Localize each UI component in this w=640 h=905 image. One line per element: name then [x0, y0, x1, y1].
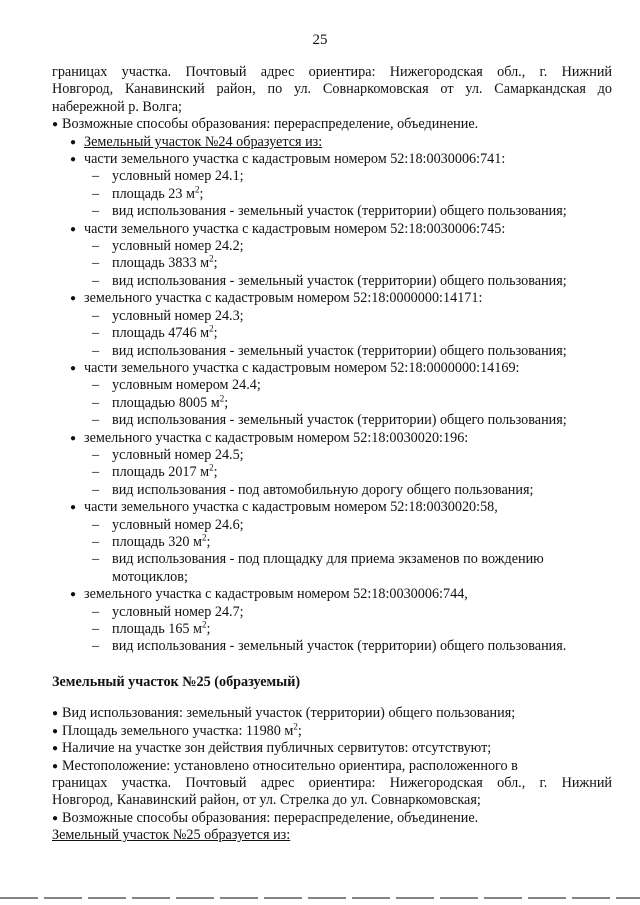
dash-marker: – — [92, 342, 100, 359]
square-superscript: 2 — [293, 721, 298, 732]
usage-type-text: вид использования - под автомобильную дорогу общего пользования; — [112, 481, 534, 498]
dash-marker: – — [92, 185, 100, 202]
plot25-servitude: ● Наличие на участке зон действия публичных сервитутов: отсутствуют; — [52, 740, 612, 757]
conditional-number — [92, 308, 612, 325]
intro-line: Новгород, Канавинский район, по ул. Совнаркомовская от ул. Самаркандская до — [52, 81, 612, 98]
conditional-number-text: условный номер 24.3; — [112, 307, 244, 324]
dash-marker: – — [92, 307, 100, 324]
usage-type — [92, 638, 612, 655]
plot24-parts-list — [52, 151, 612, 656]
plot24-part-details — [92, 447, 612, 499]
area — [92, 325, 612, 342]
dash-marker: – — [92, 533, 100, 550]
dash-marker: – — [92, 394, 100, 411]
plot25-heading: Земельный участок №25 образуется из: — [52, 827, 291, 844]
conditional-number — [92, 238, 612, 255]
dash-marker: – — [92, 603, 100, 620]
conditional-number — [92, 168, 612, 185]
dash-marker: – — [92, 325, 100, 342]
area-end: ; — [206, 621, 211, 637]
scan-edge-line — [0, 897, 640, 899]
area-end: ; — [213, 325, 218, 342]
dash-marker: – — [92, 272, 100, 289]
bullet-icon: ● — [70, 154, 77, 166]
usage-type — [92, 551, 612, 586]
square-superscript: 2 — [219, 392, 225, 403]
page-number: 25 — [312, 32, 328, 48]
usage-type-text: вид использования - земельный участок (территории) общего пользования. — [112, 638, 567, 655]
bullet-icon: ● — [70, 432, 77, 444]
usage-type-text: вид использования - земельный участок (территории) общего пользования; — [112, 272, 567, 289]
dash-marker: – — [92, 446, 100, 463]
bullet-icon: ● — [70, 362, 77, 374]
plot25-title: Земельный участок №25 (образуемый) — [52, 673, 301, 690]
plot24-part — [70, 360, 612, 377]
plot24-heading: ● Земельный участок №24 образуется из: — [70, 133, 323, 150]
plot25-location-2: границах участка. Почтовый адрес ориентира: Нижегородская обл., г. Нижний — [52, 775, 612, 792]
bullet-icon: ● — [70, 589, 77, 601]
square-superscript: 2 — [209, 462, 214, 473]
dash-marker: – — [92, 238, 100, 255]
usage-type — [92, 412, 612, 429]
area-end: ; — [199, 185, 204, 202]
bullet-icon: ● — [70, 293, 77, 305]
bullet-icon: ● — [70, 223, 77, 235]
usage-type — [92, 343, 612, 360]
document-body — [52, 64, 612, 845]
plot24-part-details — [92, 604, 612, 656]
dash-marker: – — [92, 255, 100, 272]
plot24-part-title: земельного участка с кадастровым номером 52:18:0000000:14171: — [84, 290, 483, 307]
plot24-part-details — [92, 168, 612, 220]
area-text: площадь 23 м — [112, 185, 195, 202]
plot24-part-title: части земельного участка с кадастровым номером 52:18:0030020:58, — [84, 499, 498, 516]
plot25-formation-ways: ● Возможные способы образования: перераспределение, объединение. — [52, 810, 612, 827]
area — [92, 464, 612, 481]
plot25-location-3: Новгород, Канавинский район, от ул. Стрелка до ул. Совнаркомовская; — [52, 792, 481, 809]
dash-marker: – — [92, 377, 100, 394]
plot25-area-text: Площадь земельного участка: 11980 м — [62, 722, 294, 739]
dash-marker: – — [92, 168, 100, 185]
area-end: ; — [213, 464, 218, 481]
dash-marker: – — [92, 551, 100, 568]
usage-type — [92, 482, 612, 499]
plot24-part-title: части земельного участка с кадастровым номером 52:18:0000000:14169: — [84, 359, 520, 376]
square-superscript: 2 — [202, 532, 207, 543]
dash-marker: – — [92, 638, 100, 655]
plot25-location-1: ● Местоположение: установлено относительно ориентира, расположенного в — [52, 758, 612, 775]
conditional-number-text: условным номером 24.4; — [112, 377, 261, 394]
conditional-number — [92, 377, 612, 394]
area — [92, 392, 612, 412]
usage-type — [92, 203, 612, 220]
usage-type — [92, 273, 612, 290]
plot24-part-details — [92, 377, 612, 429]
conditional-number-text: условный номер 24.5; — [112, 446, 244, 463]
plot24-part-details — [92, 308, 612, 360]
area-text: площадь 4746 м — [112, 325, 210, 342]
area-text: площадь 320 м — [112, 533, 203, 550]
area — [92, 186, 612, 203]
square-superscript: 2 — [209, 253, 214, 264]
area — [92, 255, 612, 272]
dash-marker: – — [92, 516, 100, 533]
plot24-part — [70, 290, 612, 307]
square-superscript: 2 — [202, 619, 207, 630]
plot24-heading-text: Земельный участок №24 образуется из: — [84, 133, 323, 150]
usage-type-text: вид использования - земельный участок (территории) общего пользования; — [112, 203, 567, 220]
conditional-number — [92, 604, 612, 621]
plot25-area-end: ; — [297, 722, 302, 739]
area-end: ; — [224, 394, 229, 411]
plot24-part-title: земельного участка с кадастровым номером 52:18:0030020:196: — [84, 429, 469, 446]
plot24-part — [70, 499, 612, 516]
dash-marker: – — [92, 412, 100, 429]
intro-line: границах участка. Почтовый адрес ориентира: Нижегородская обл., г. Нижний — [52, 64, 612, 80]
plot24-part — [70, 586, 612, 603]
intro-line: набережной р. Волга; — [52, 98, 182, 115]
square-superscript: 2 — [194, 184, 200, 195]
usage-type-text: вид использования - земельный участок (территории) общего пользования; — [112, 412, 567, 429]
plot24-part — [70, 151, 612, 168]
plot24-part — [70, 221, 612, 238]
bullet-icon: ● — [70, 502, 77, 514]
area-text: площадь 3833 м — [112, 255, 210, 272]
dash-marker: – — [92, 621, 100, 637]
plot24-part-title: земельного участка с кадастровым номером 52:18:0030006:744, — [84, 586, 468, 603]
dash-marker: – — [92, 481, 100, 498]
area — [92, 534, 612, 551]
conditional-number — [92, 517, 612, 534]
plot24-part-details — [92, 517, 612, 587]
conditional-number-text: условный номер 24.7; — [112, 603, 244, 620]
conditional-number — [92, 447, 612, 464]
formation-ways-24: ● Возможные способы образования: перераспределение, объединение. — [52, 116, 612, 133]
square-superscript: 2 — [209, 323, 214, 334]
area — [92, 621, 612, 638]
plot24-part-title: части земельного участка с кадастровым номером 52:18:0030006:745: — [84, 220, 506, 237]
area-text: площадь 2017 м — [112, 464, 210, 481]
plot24-part-title: части земельного участка с кадастровым номером 52:18:0030006:741: — [84, 151, 506, 168]
plot24-part-details — [92, 238, 612, 290]
conditional-number-text: условный номер 24.1; — [112, 168, 244, 185]
usage-type-text: вид использования - земельный участок (территории) общего пользования; — [112, 342, 567, 359]
dash-marker: – — [92, 203, 100, 220]
area-end: ; — [213, 255, 218, 272]
plot25-use: ● Вид использования: земельный участок (территории) общего пользования; — [52, 705, 612, 722]
conditional-number-text: условный номер 24.6; — [112, 516, 244, 533]
area-text: площадь 165 м — [112, 621, 203, 637]
dash-marker: – — [92, 464, 100, 481]
usage-type-text: вид использования - под площадку для приема экзаменов по вождению мотоциклов; — [112, 551, 544, 585]
area-text: площадью 8005 м — [112, 394, 220, 411]
plot24-part — [70, 430, 612, 447]
plot25-area — [52, 723, 612, 740]
conditional-number-text: условный номер 24.2; — [112, 238, 244, 255]
area-end: ; — [206, 533, 211, 550]
